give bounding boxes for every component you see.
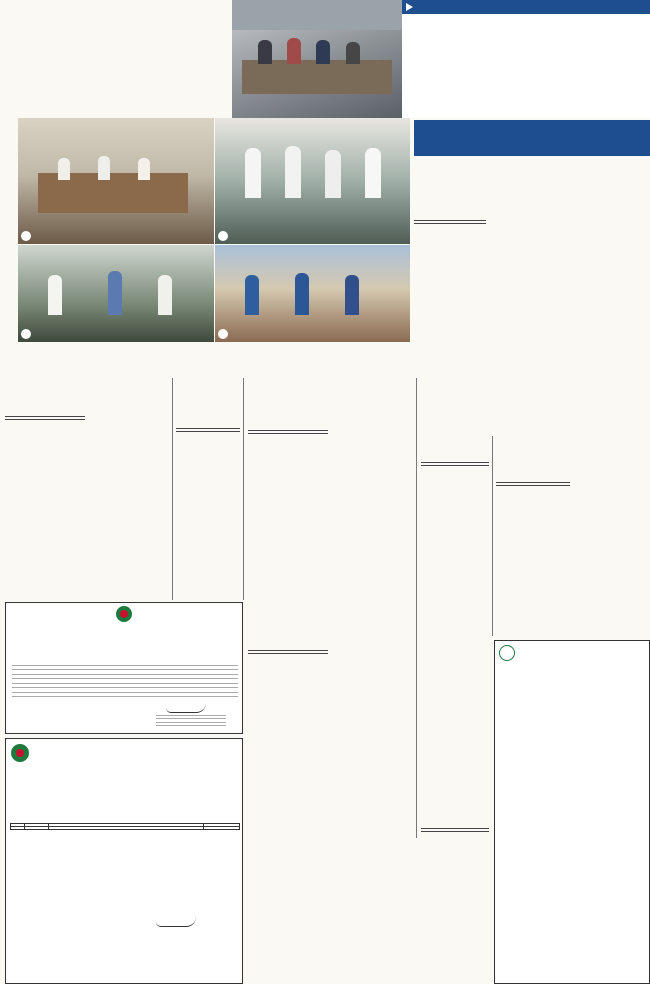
corrigendum-box [494,640,650,984]
religious-kicker-bar [414,120,650,156]
divider [172,378,173,600]
govt-col1 [5,414,85,614]
religious-col1 [414,218,486,370]
gazipur-notice [5,602,243,734]
snake-col2 [333,648,413,984]
corona-col1 [496,480,570,638]
table-cell [11,827,25,830]
bd-emblem-icon [11,744,29,762]
tender-table [10,823,240,830]
religious-col3 [566,218,648,370]
byline [176,428,240,432]
tangail-tender [5,738,243,984]
gazipur-body-lines [12,665,238,701]
khulna-col [176,426,240,602]
signature-icon [166,703,206,713]
byline [496,482,570,486]
snake-col3 [421,644,489,784]
photo-4 [215,245,410,342]
photo-badge [21,231,31,241]
divider [416,378,417,838]
photo-1 [18,118,214,244]
pic-of-day-box [232,0,650,118]
photo-badge [218,329,228,339]
photo-badge [21,329,31,339]
divider [243,378,244,600]
byline [421,462,489,466]
religious-col2 [490,218,562,370]
byline [248,650,328,654]
table-cell [49,827,204,830]
corona-col2 [574,480,648,638]
govt-col2 [89,414,169,614]
rmch-col [421,826,489,984]
photo-3 [18,245,214,342]
byline [414,220,486,224]
table-cell [25,827,49,830]
divider [492,436,493,636]
bd-emblem-icon [116,606,132,622]
table-row [11,827,240,830]
photo-2 [215,118,410,244]
table-cell [204,827,240,830]
gazipur-sign-lines [156,715,226,729]
pic-of-day-image [232,0,402,118]
lged-logo-icon [499,645,515,661]
snake-col1 [248,648,328,984]
byline [421,828,489,832]
byline [5,416,85,420]
pic-of-day-banner [402,0,650,14]
photo-badge [218,231,228,241]
signature-icon [156,917,196,927]
photo-collage [18,118,410,370]
masthead-my [0,56,57,90]
schools-col1 [248,428,328,600]
byline [248,430,328,434]
schools-col2 [333,428,413,600]
kushtia-col [421,460,489,640]
